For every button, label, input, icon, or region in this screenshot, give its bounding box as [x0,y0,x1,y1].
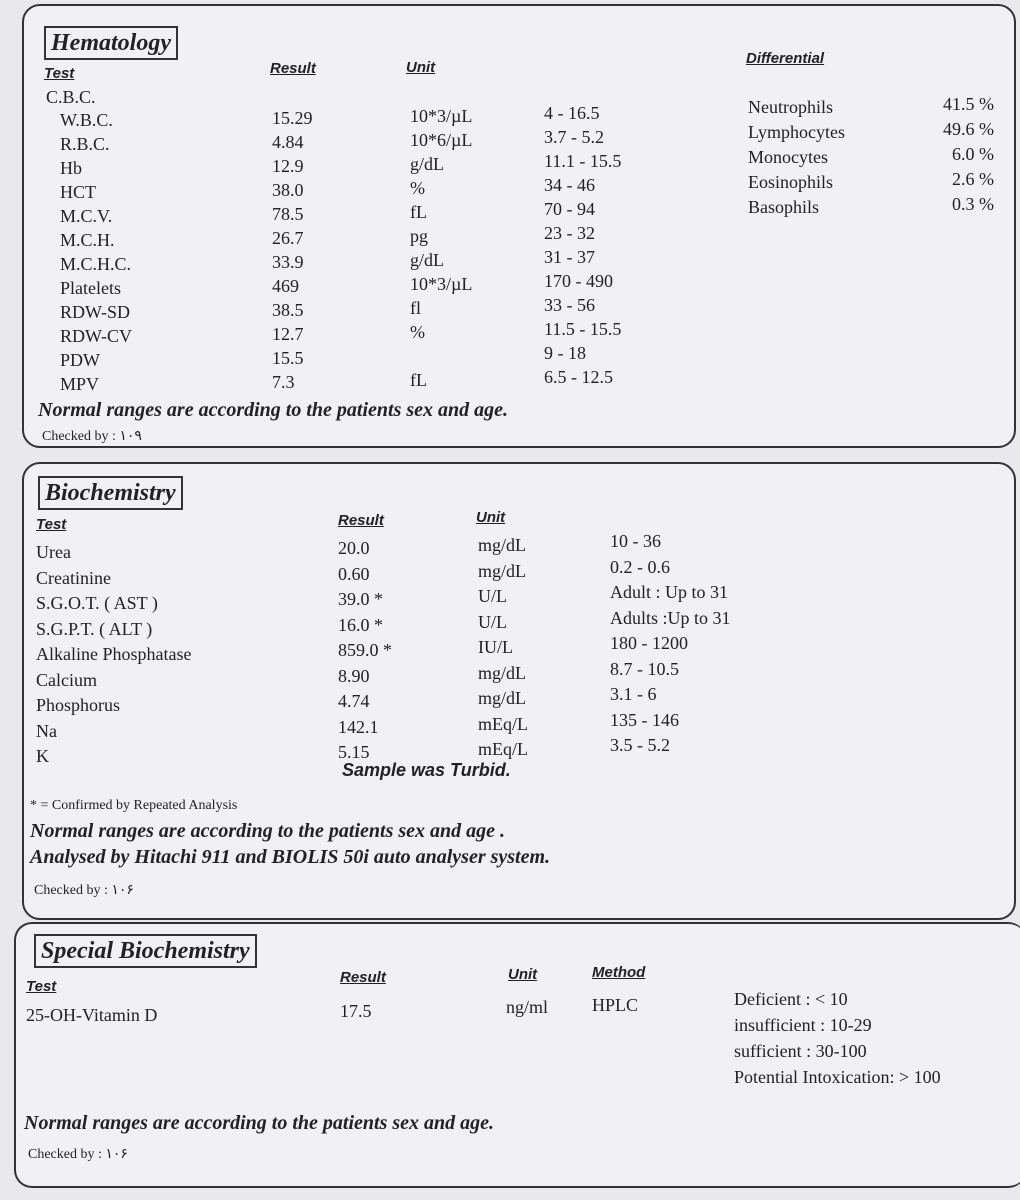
result-value: 12.7 [272,324,304,344]
test-name: HCT [60,182,96,202]
result-value: 859.0 * [338,640,392,660]
hematology-panel [22,4,1016,448]
unit-value: mg/dL [478,688,526,708]
reference-range: 31 - 37 [544,247,595,267]
test-name: Phosphorus [36,695,121,715]
result-value: 4.74 [338,691,370,711]
differential-name: Monocytes [748,147,828,167]
reference-range: 0.2 - 0.6 [610,556,670,577]
unit-value: fL [410,370,427,390]
result-value: 15.29 [272,108,313,128]
header-unit: Unit [508,966,538,983]
test-name: M.C.V. [60,206,113,226]
reference-range: 11.5 - 15.5 [544,319,622,339]
biochemistry-panel [22,462,1016,920]
result-value: 39.0 * [338,589,383,609]
vitamin-d-result: 17.5 [340,1001,372,1021]
test-name: Creatinine [36,567,111,588]
header-test: Test [44,65,75,82]
reference-range: 4 - 16.5 [544,103,600,123]
differential-value: 6.0 % [952,144,994,164]
special-checked-by: Checked by : ١٠۶ [28,1147,128,1162]
biochemistry-note: Normal ranges are according to the patients sex and age . [30,820,506,842]
test-name: Urea [36,542,71,562]
unit-value: U/L [478,586,507,606]
unit-value: 10*3/µL [410,274,473,294]
reference-range: 23 - 32 [544,223,595,243]
test-name: S.G.O.T. ( AST ) [36,593,158,613]
header-method: Method [592,964,646,981]
result-value: 7.3 [272,372,295,392]
unit-value: mg/dL [478,535,526,555]
differential-name: Lymphocytes [748,122,845,142]
special-note: Normal ranges are according to the patients sex and age. [24,1112,495,1134]
reference-range: 9 - 18 [544,343,586,363]
differential-name: Eosinophils [748,172,834,192]
test-name: W.B.C. [60,110,113,130]
result-value: 38.0 [272,180,304,200]
reference-range: 180 - 1200 [610,633,688,653]
test-name: Na [36,720,57,741]
header-test: Test [36,516,67,533]
reference-range: 33 - 56 [544,295,595,315]
result-value: 16.0 * [338,614,383,635]
vitamin-d-test: 25-OH-Vitamin D [26,1005,158,1025]
result-value: 15.5 [272,348,304,368]
header-result: Result [340,969,386,986]
reference-range: 135 - 146 [610,709,679,730]
unit-value: 10*6/µL [410,130,473,150]
unit-value: 10*3/µL [410,106,473,126]
unit-value: U/L [478,611,507,632]
differential-value: 2.6 % [952,169,994,189]
test-name: S.G.P.T. ( ALT ) [36,618,153,639]
header-result: Result [270,60,316,77]
test-name: Platelets [60,278,121,298]
vitamin-d-unit: ng/ml [506,997,549,1017]
reference-range: Adult : Up to 31 [610,582,729,602]
analyser-note: Analysed by Hitachi 911 and BIOLIS 50i auto analyser system. [30,846,551,868]
unit-value: IU/L [478,637,513,657]
header-unit: Unit [476,509,506,526]
test-name: K [36,746,49,766]
unit-value: mg/dL [478,662,526,683]
differential-value: 41.5 % [943,94,994,114]
unit-value: mg/dL [478,560,526,581]
test-name: Calcium [36,669,97,690]
hematology-note: Normal ranges are according to the patients sex and age. [38,399,509,421]
special-biochemistry-panel [14,922,1020,1188]
hematology-title: Hematology [44,26,178,60]
result-value: 5.15 [338,742,370,762]
test-name: Hb [60,158,82,178]
test-name: RDW-SD [60,302,131,322]
header-unit: Unit [406,59,436,76]
test-name: RDW-CV [60,326,132,346]
reference-range: Adults :Up to 31 [610,607,731,628]
header-test: Test [26,978,57,995]
reference-range: 8.7 - 10.5 [610,658,679,679]
reference-range: 3.7 - 5.2 [544,127,604,147]
result-value: 8.90 [338,665,370,686]
result-value: 469 [272,276,299,296]
reference-range: 6.5 - 12.5 [544,367,613,387]
reference-range: 70 - 94 [544,199,595,219]
reference-range: 3.1 - 6 [610,684,657,704]
range-line: insufficient : 10-29 [734,1015,872,1035]
range-line: Potential Intoxication: > 100 [734,1067,941,1087]
result-value: 0.60 [338,563,370,584]
special-biochemistry-title: Special Biochemistry [34,934,257,968]
result-value: 20.0 [338,538,370,558]
biochemistry-checked-by: Checked by : ١٠۶ [34,883,134,898]
result-value: 38.5 [272,300,304,320]
unit-value: mEq/L [478,739,528,759]
differential-name: Basophils [748,197,820,217]
unit-value: pg [410,226,428,246]
reference-range: 170 - 490 [544,271,613,291]
reference-range: 34 - 46 [544,175,595,195]
result-value: 33.9 [272,252,304,272]
differential-value: 49.6 % [943,119,994,139]
result-value: 78.5 [272,204,304,224]
unit-value: g/dL [410,154,444,174]
result-value: 4.84 [272,132,304,152]
reference-range: 11.1 - 15.5 [544,151,622,171]
result-value: 12.9 [272,156,304,176]
reference-range: 3.5 - 5.2 [610,735,670,755]
sample-note: Sample was Turbid. [342,760,511,780]
unit-value: g/dL [410,250,444,270]
unit-value: fl [410,298,421,318]
header-result: Result [338,512,384,529]
test-name: Alkaline Phosphatase [36,644,192,664]
cbc-group-label: C.B.C. [46,87,96,107]
unit-value: fL [410,202,427,222]
reference-range: 10 - 36 [610,531,661,551]
hematology-checked-by: Checked by : ١٠٩ [42,429,142,444]
range-line: Deficient : < 10 [734,989,848,1009]
footnote: * = Confirmed by Repeated Analysis [30,798,238,813]
test-name: R.B.C. [60,134,110,154]
result-value: 26.7 [272,228,304,248]
test-name: M.C.H. [60,230,115,250]
header-differential: Differential [746,50,825,67]
unit-value: % [410,178,425,198]
range-line: sufficient : 30-100 [734,1041,867,1061]
unit-value: mEq/L [478,713,528,734]
unit-value: % [410,322,425,342]
biochemistry-title: Biochemistry [38,476,183,510]
test-name: MPV [60,374,100,394]
test-name: PDW [60,350,100,370]
vitamin-d-method: HPLC [592,995,639,1015]
differential-name: Neutrophils [748,97,833,117]
differential-value: 0.3 % [952,194,994,214]
test-name: M.C.H.C. [60,254,132,274]
result-value: 142.1 [338,716,379,737]
